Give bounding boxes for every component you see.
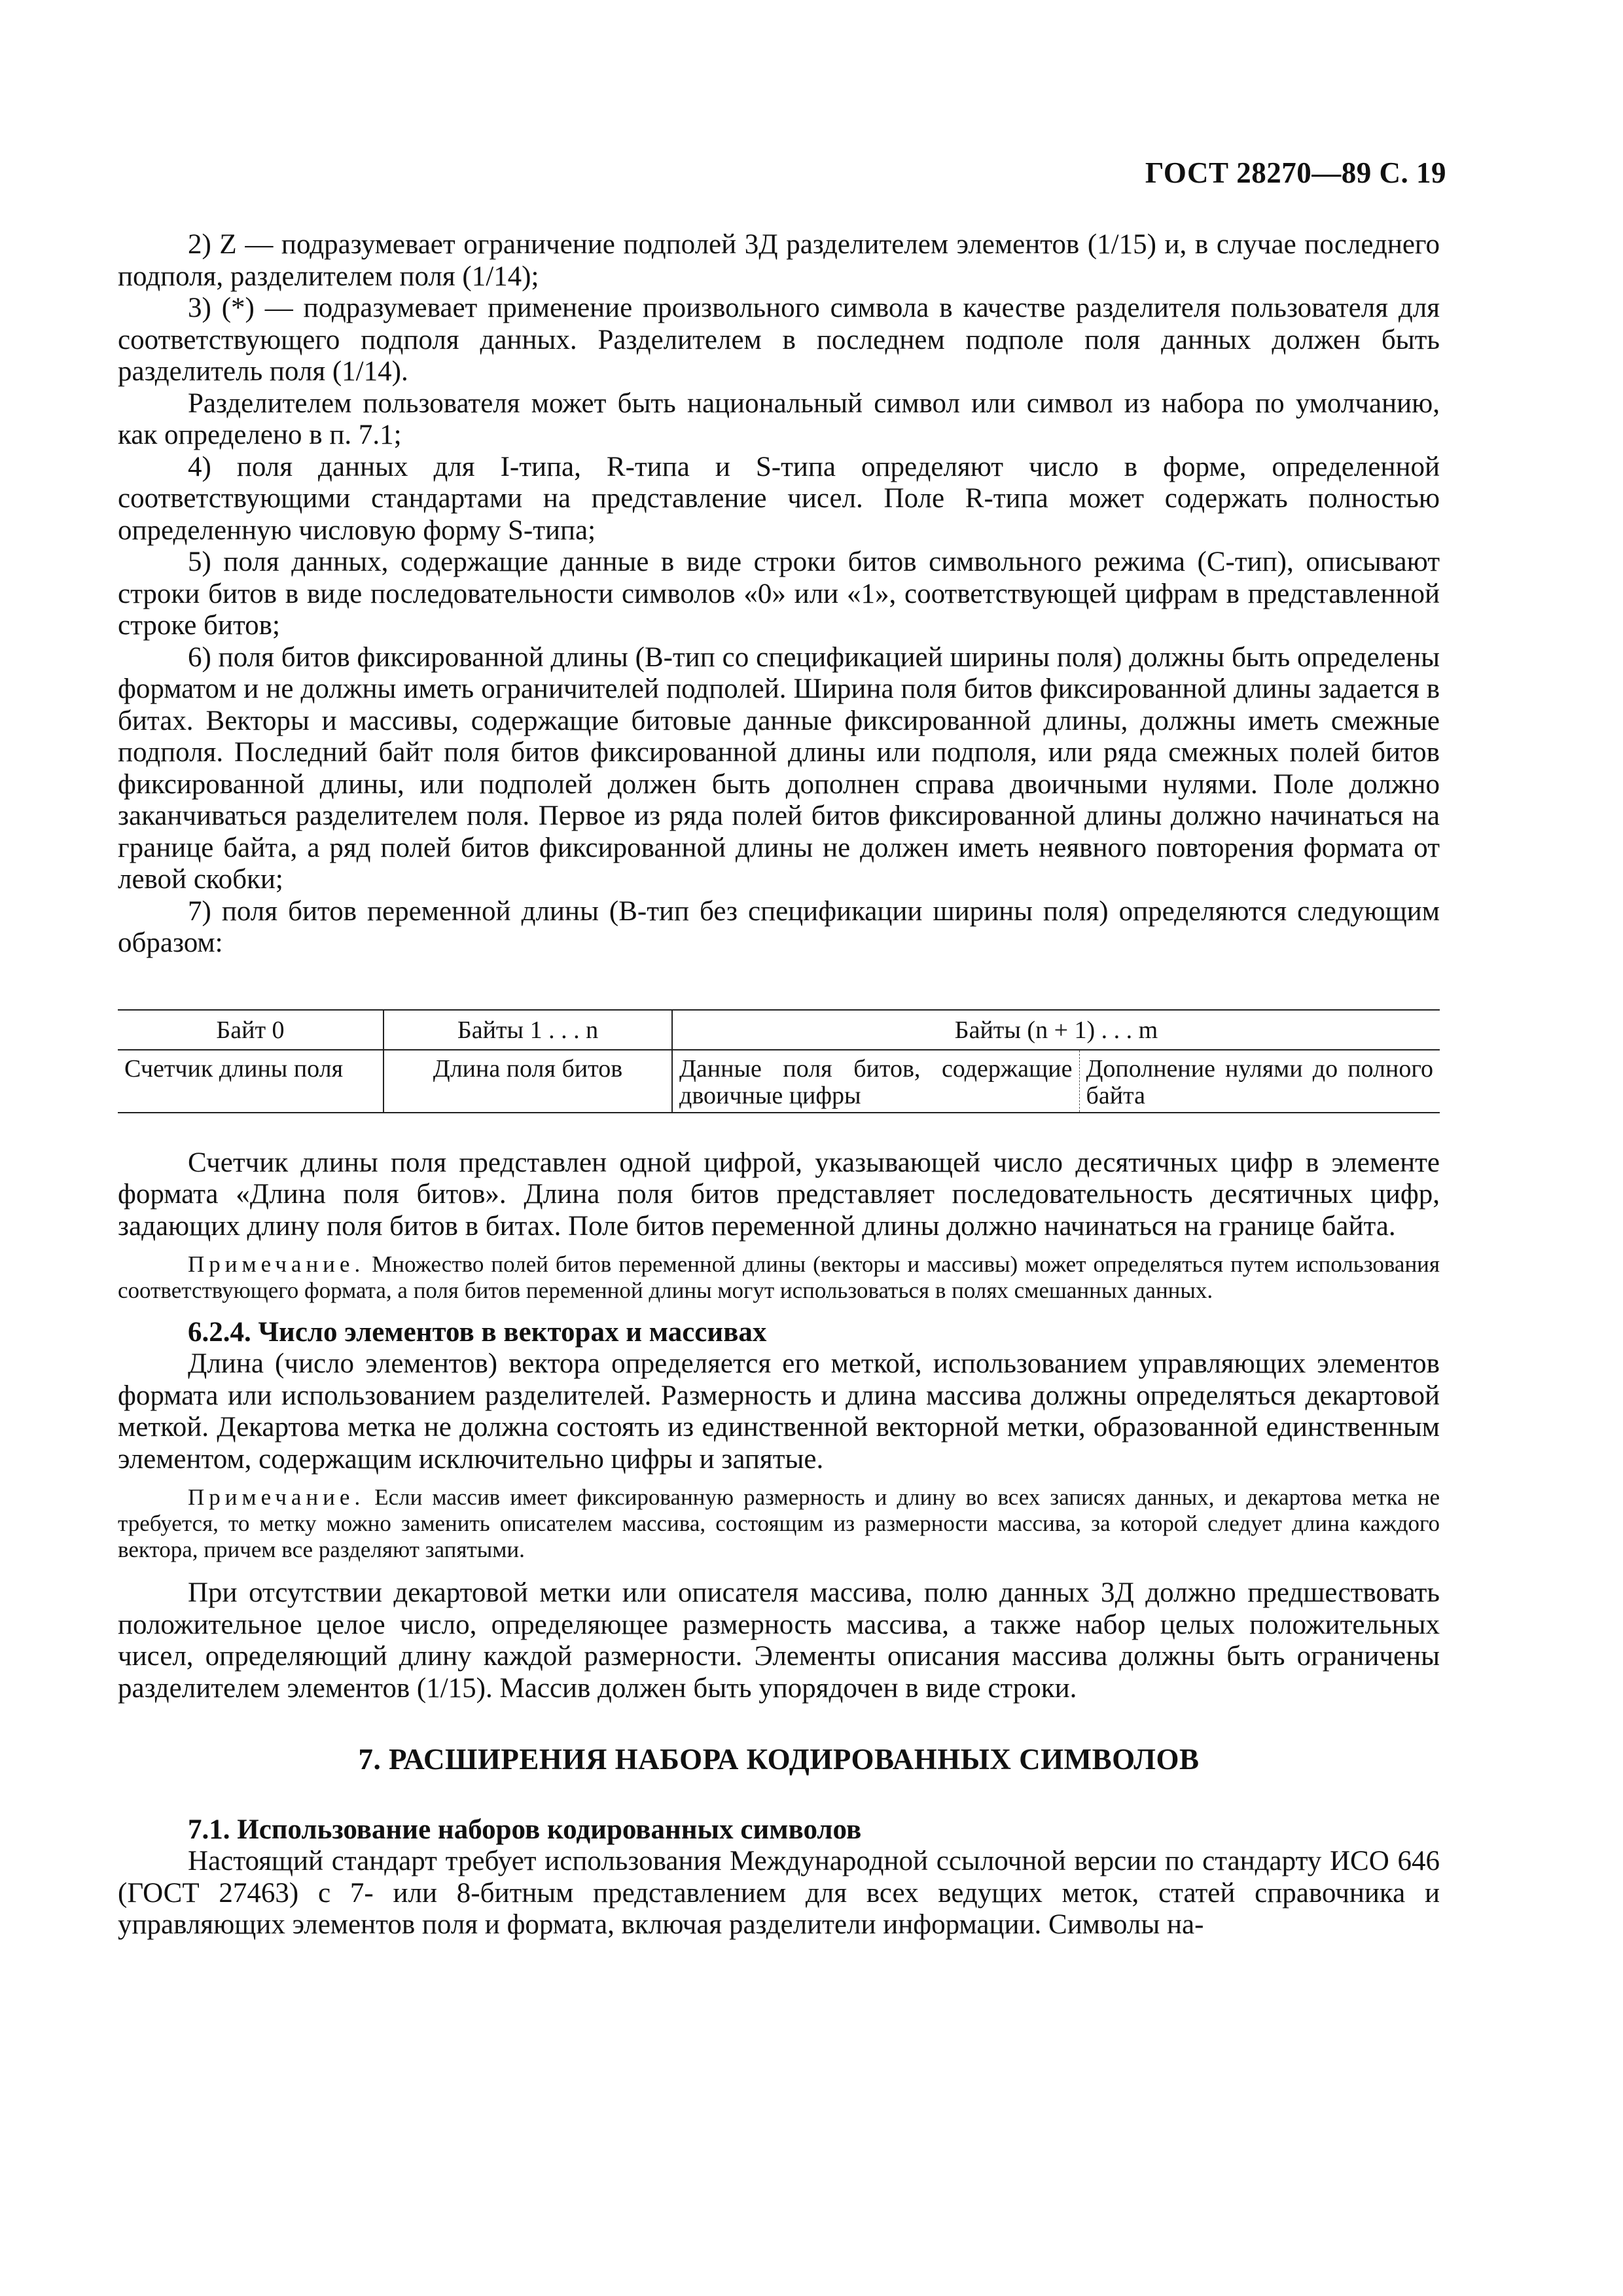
- table-cell-bit-field-length: Длина поля битов: [383, 1050, 672, 1113]
- paragraph-array-description: При отсутствии декартовой метки или описателя массива, полю данных 3Д должно предшествовать положительное целое число, определяющее размерность массива, а также набор целых положительных чисел, определяющий длину каждой размерности. Элементы описания массива должны быть ограничены разделителем элементов (1/15). Массив должен быть упорядочен в виде строки.: [118, 1577, 1440, 1704]
- note-2-label: Примечание.: [188, 1484, 365, 1510]
- paragraph-item-7: 7) поля битов переменной длины (B-тип без спецификации ширины поля) определяются следующим образом:: [118, 895, 1440, 958]
- paragraph-7-1: Настоящий стандарт требует использования Международной ссылочной версии по стандарту ИСО 646 (ГОСТ 27463) с 7- или 8-битным представлением для всех ведущих меток, статей справочника и управляющих элементов поля и формата, включая разделители информации. Символы на-: [118, 1846, 1440, 1940]
- heading-6-2-4: 6.2.4. Число элементов в векторах и массивах: [188, 1317, 767, 1348]
- table-header-bytes-1-n: Байты 1 . . . n: [383, 1010, 672, 1050]
- table-cell-binary-data: Данные поля битов, содержащие двоичные цифры: [672, 1050, 1079, 1113]
- table-cell-length-counter: Счетчик длины поля: [118, 1050, 383, 1113]
- paragraph-item-5: 5) поля данных, содержащие данные в виде строки битов символьного режима (C-тип), описывают строки битов в виде последовательности символов «0» или «1», соответствующей цифрам в представленной строке битов;: [118, 547, 1440, 641]
- table-cell-zero-padding: Дополнение нулями до полного байта: [1079, 1050, 1440, 1113]
- page-header: ГОСТ 28270—89 С. 19: [1145, 156, 1446, 189]
- paragraph-item-6: 6) поля битов фиксированной длины (B-тип со спецификацией ширины поля) должны быть определены форматом и не должны иметь ограничителей подполей. Ширина поля битов фиксированной длины задается в битах. Векторы и массивы, содержащие битовые данные фиксированной длины, должны иметь смежные подполя. Последний байт поля битов фиксированной длины или подполя, или ряда смежных полей битов фиксированной длины, или подполей должен быть дополнен справа двоичными нулями. Поле должно заканчиваться разделителем поля. Первое из ряда полей битов фиксированной длины должно начинаться на границе байта, а ряд полей битов фиксированной длины не должен иметь неявного повторения формата от левой скобки;: [118, 641, 1440, 895]
- paragraph-item-2: 2) Z — подразумевает ограничение подполей 3Д разделителем элементов (1/15) и, в случае последнего подполя, разделителем поля (1/14);: [118, 229, 1440, 292]
- note-1-text: Множество полей битов переменной длины (векторы и массивы) может определяться путем использования соответствующего формата, а поля битов переменной длины могут использоваться в полях смешанных данных.: [118, 1251, 1440, 1303]
- note-2-text: Если массив имеет фиксированную размерность и длину во всех записях данных, и декартова метка не требуется, то метку можно заменить описателем массива, состоящим из размерности массива, за которой следует длина каждого вектора, причем все разделяют запятыми.: [118, 1484, 1440, 1562]
- bit-field-table: [118, 1009, 1440, 1113]
- note-1: [118, 1251, 1440, 1304]
- table-header-byte0: Байт 0: [118, 1010, 383, 1050]
- paragraph-after-table: Счетчик длины поля представлен одной цифрой, указывающей число десятичных цифр в элементе формата «Длина поля битов». Длина поля битов представляет последовательность десятичных цифр, задающих длину поля битов в битах. Поле битов переменной длины должно начинаться на границе байта.: [118, 1147, 1440, 1242]
- section-7-heading: 7. РАСШИРЕНИЯ НАБОРА КОДИРОВАННЫХ СИМВОЛОВ: [358, 1743, 1200, 1776]
- table-header-bytes-n1-m: Байты (n + 1) . . . m: [672, 1010, 1440, 1050]
- note-2: [118, 1484, 1440, 1563]
- paragraph-item-4: 4) поля данных для I-типа, R-типа и S-типа определяют число в форме, определенной соответствующими стандартами на представление чисел. Поле R-типа может содержать полностью определенную числовую форму S-типа;: [118, 451, 1440, 546]
- paragraph-user-separator: Разделителем пользователя может быть национальный символ или символ из набора по умолчанию, как определено в п. 7.1;: [118, 387, 1440, 450]
- heading-7-1: 7.1. Использование наборов кодированных символов: [188, 1814, 862, 1845]
- page-content: [118, 229, 1440, 1941]
- paragraph-6-2-4: Длина (число элементов) вектора определяется его меткой, использованием управляющих элементов формата или использованием разделителей. Размерность и длина массива должны определяться декартовой меткой. Декартова метка не должна состоять из единственной векторной метки, образованной единственным элементом, содержащим исключительно цифры и запятые.: [118, 1348, 1440, 1475]
- note-1-label: Примечание.: [188, 1251, 365, 1277]
- paragraph-item-3: 3) (*) — подразумевает применение произвольного символа в качестве разделителя пользователя для соответствующего подполя данных. Разделителем в последнем подполе поля данных должен быть разделитель поля (1/14).: [118, 293, 1440, 387]
